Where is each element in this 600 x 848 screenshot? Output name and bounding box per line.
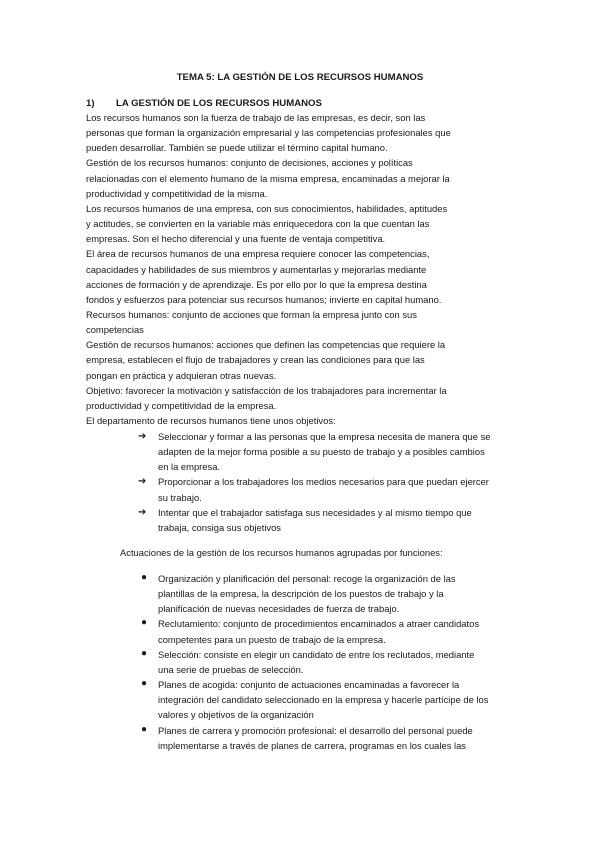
objective-text-line: Intentar que el trabajador satisfaga sus necesidades y al mismo tiempo que — [158, 506, 472, 518]
body-text-line: acciones de formación y de aprendizaje. Es por ello por lo que la empresa destina — [86, 278, 427, 290]
body-text-line: pueden desarrollar. También se puede utilizar el término capital humano. — [86, 142, 388, 154]
bullet-icon: ● — [141, 647, 148, 659]
function-text-line: Planes de acogida: conjunto de actuaciones encaminadas a favorecer la — [158, 679, 460, 691]
body-text-line: El departamento de recursos humanos tiene unos objetivos: — [86, 415, 336, 426]
function-text-line: Selección: consiste en elegir un candidato de entre los reclutados, mediante — [158, 648, 475, 660]
body-text-line: El área de recursos humanos de una empresa requiere conocer las competencias, — [86, 248, 430, 260]
body-text-line: productividad y competitividad de la empresa. — [86, 399, 277, 411]
body-text-line: competencias — [86, 324, 144, 336]
functions-intro: Actuaciones de la gestión de los recursos humanos agrupadas por funciones: — [120, 547, 443, 558]
function-text-line: implementarse a través de planes de carrera, programas en los cuales las — [158, 739, 466, 751]
body-text-line: productividad y competitividad de la misma. — [86, 187, 268, 199]
body-text-line: pongan en práctica y adquieran otras nuevas. — [86, 369, 277, 381]
section-heading — [86, 98, 322, 109]
body-text-line: Los recursos humanos de una empresa, con sus conocimientos, habilidades, aptitudes — [86, 202, 448, 214]
body-text-line: Los recursos humanos son la fuerza de trabajo de las empresas, es decir, son las — [86, 112, 426, 123]
body-text-line: fondos y esfuerzos para potenciar sus recursos humanos; invierte en capital humano. — [86, 293, 442, 305]
document-title: TEMA 5: LA GESTIÓN DE LOS RECURSOS HUMANOS — [176, 72, 424, 83]
objective-text-line: Seleccionar y formar a las personas que la empresa necesita de manera que se — [158, 431, 491, 442]
arrow-icon: ➔ — [138, 431, 147, 442]
objective-text-line: su trabajo. — [158, 491, 202, 503]
body-text-line: Gestión de recursos humanos: acciones que definen las competencias que requiere la — [86, 339, 446, 351]
bullet-icon: ● — [141, 678, 148, 690]
body-text-line: y actitudes, se convierten en la variable más enriquecedora con la que cuentan las — [86, 218, 430, 230]
body-text-line: capacidades y habilidades de sus miembros y aumentarlas y mejorarlas mediante — [86, 263, 427, 275]
objective-text-line: adapten de la mejor forma posible a su puesto de trabajo y a posibles cambios — [158, 446, 485, 458]
body-text-line: Recursos humanos: conjunto de acciones que forman la empresa junto con sus — [86, 308, 417, 320]
section-heading-text: LA GESTIÓN DE LOS RECURSOS HUMANOS — [116, 98, 322, 109]
function-text-line: valores y objetivos de la organización — [158, 709, 314, 721]
body-text-line: personas que forman la organización empresarial y las competencias profesionales que — [86, 127, 451, 139]
bullet-icon: ● — [141, 617, 148, 629]
function-text-line: Reclutamiento: conjunto de procedimientos encaminados a atraer candidatos — [158, 618, 480, 630]
function-text-line: integración del candidato seleccionado en la empresa y hacerle partícipe de los — [158, 694, 489, 706]
body-text-line: empresas. Son el hecho diferencial y una fuente de ventaja competitiva. — [86, 233, 386, 245]
function-text-line: una serie de pruebas de selección. — [158, 663, 304, 675]
body-text-line: relacionadas con el elemento humano de la misma empresa, encaminadas a mejorar la — [86, 172, 450, 184]
body-text-line: empresa, establecen el flujo de trabajadores y crean las condiciones para que las — [86, 354, 425, 366]
objective-text-line: Proporcionar a los trabajadores los medios necesarios para que puedan ejercer — [158, 476, 489, 488]
bullet-icon: ● — [141, 572, 148, 583]
function-text-line: competentes para un puesto de trabajo de la empresa. — [158, 633, 386, 645]
bullet-icon: ● — [141, 723, 148, 735]
section-number: 1) — [86, 98, 95, 109]
arrow-icon: ➔ — [138, 506, 147, 518]
function-text-line: planificación de nuevas necesidades de fuerza de trabajo. — [158, 603, 400, 615]
arrow-icon: ➔ — [138, 476, 147, 488]
function-text-line: plantillas de la empresa, la descripción de los puestos de trabajo y la — [158, 588, 444, 600]
objective-text-line: trabaja, consiga sus objetivos — [158, 521, 281, 533]
body-text-line: Gestión de los recursos humanos: conjunto de decisiones, acciones y políticas — [86, 157, 413, 169]
function-text-line: Organización y planificación del personal: recoge la organización de las — [158, 573, 456, 584]
function-text-line: Planes de carrera y promoción profesional: el desarrollo del personal puede — [158, 724, 473, 736]
objective-text-line: en la empresa. — [158, 461, 221, 473]
body-text-line: Objetivo: favorecer la motivación y satisfacción de los trabajadores para incrementar la — [86, 384, 447, 396]
